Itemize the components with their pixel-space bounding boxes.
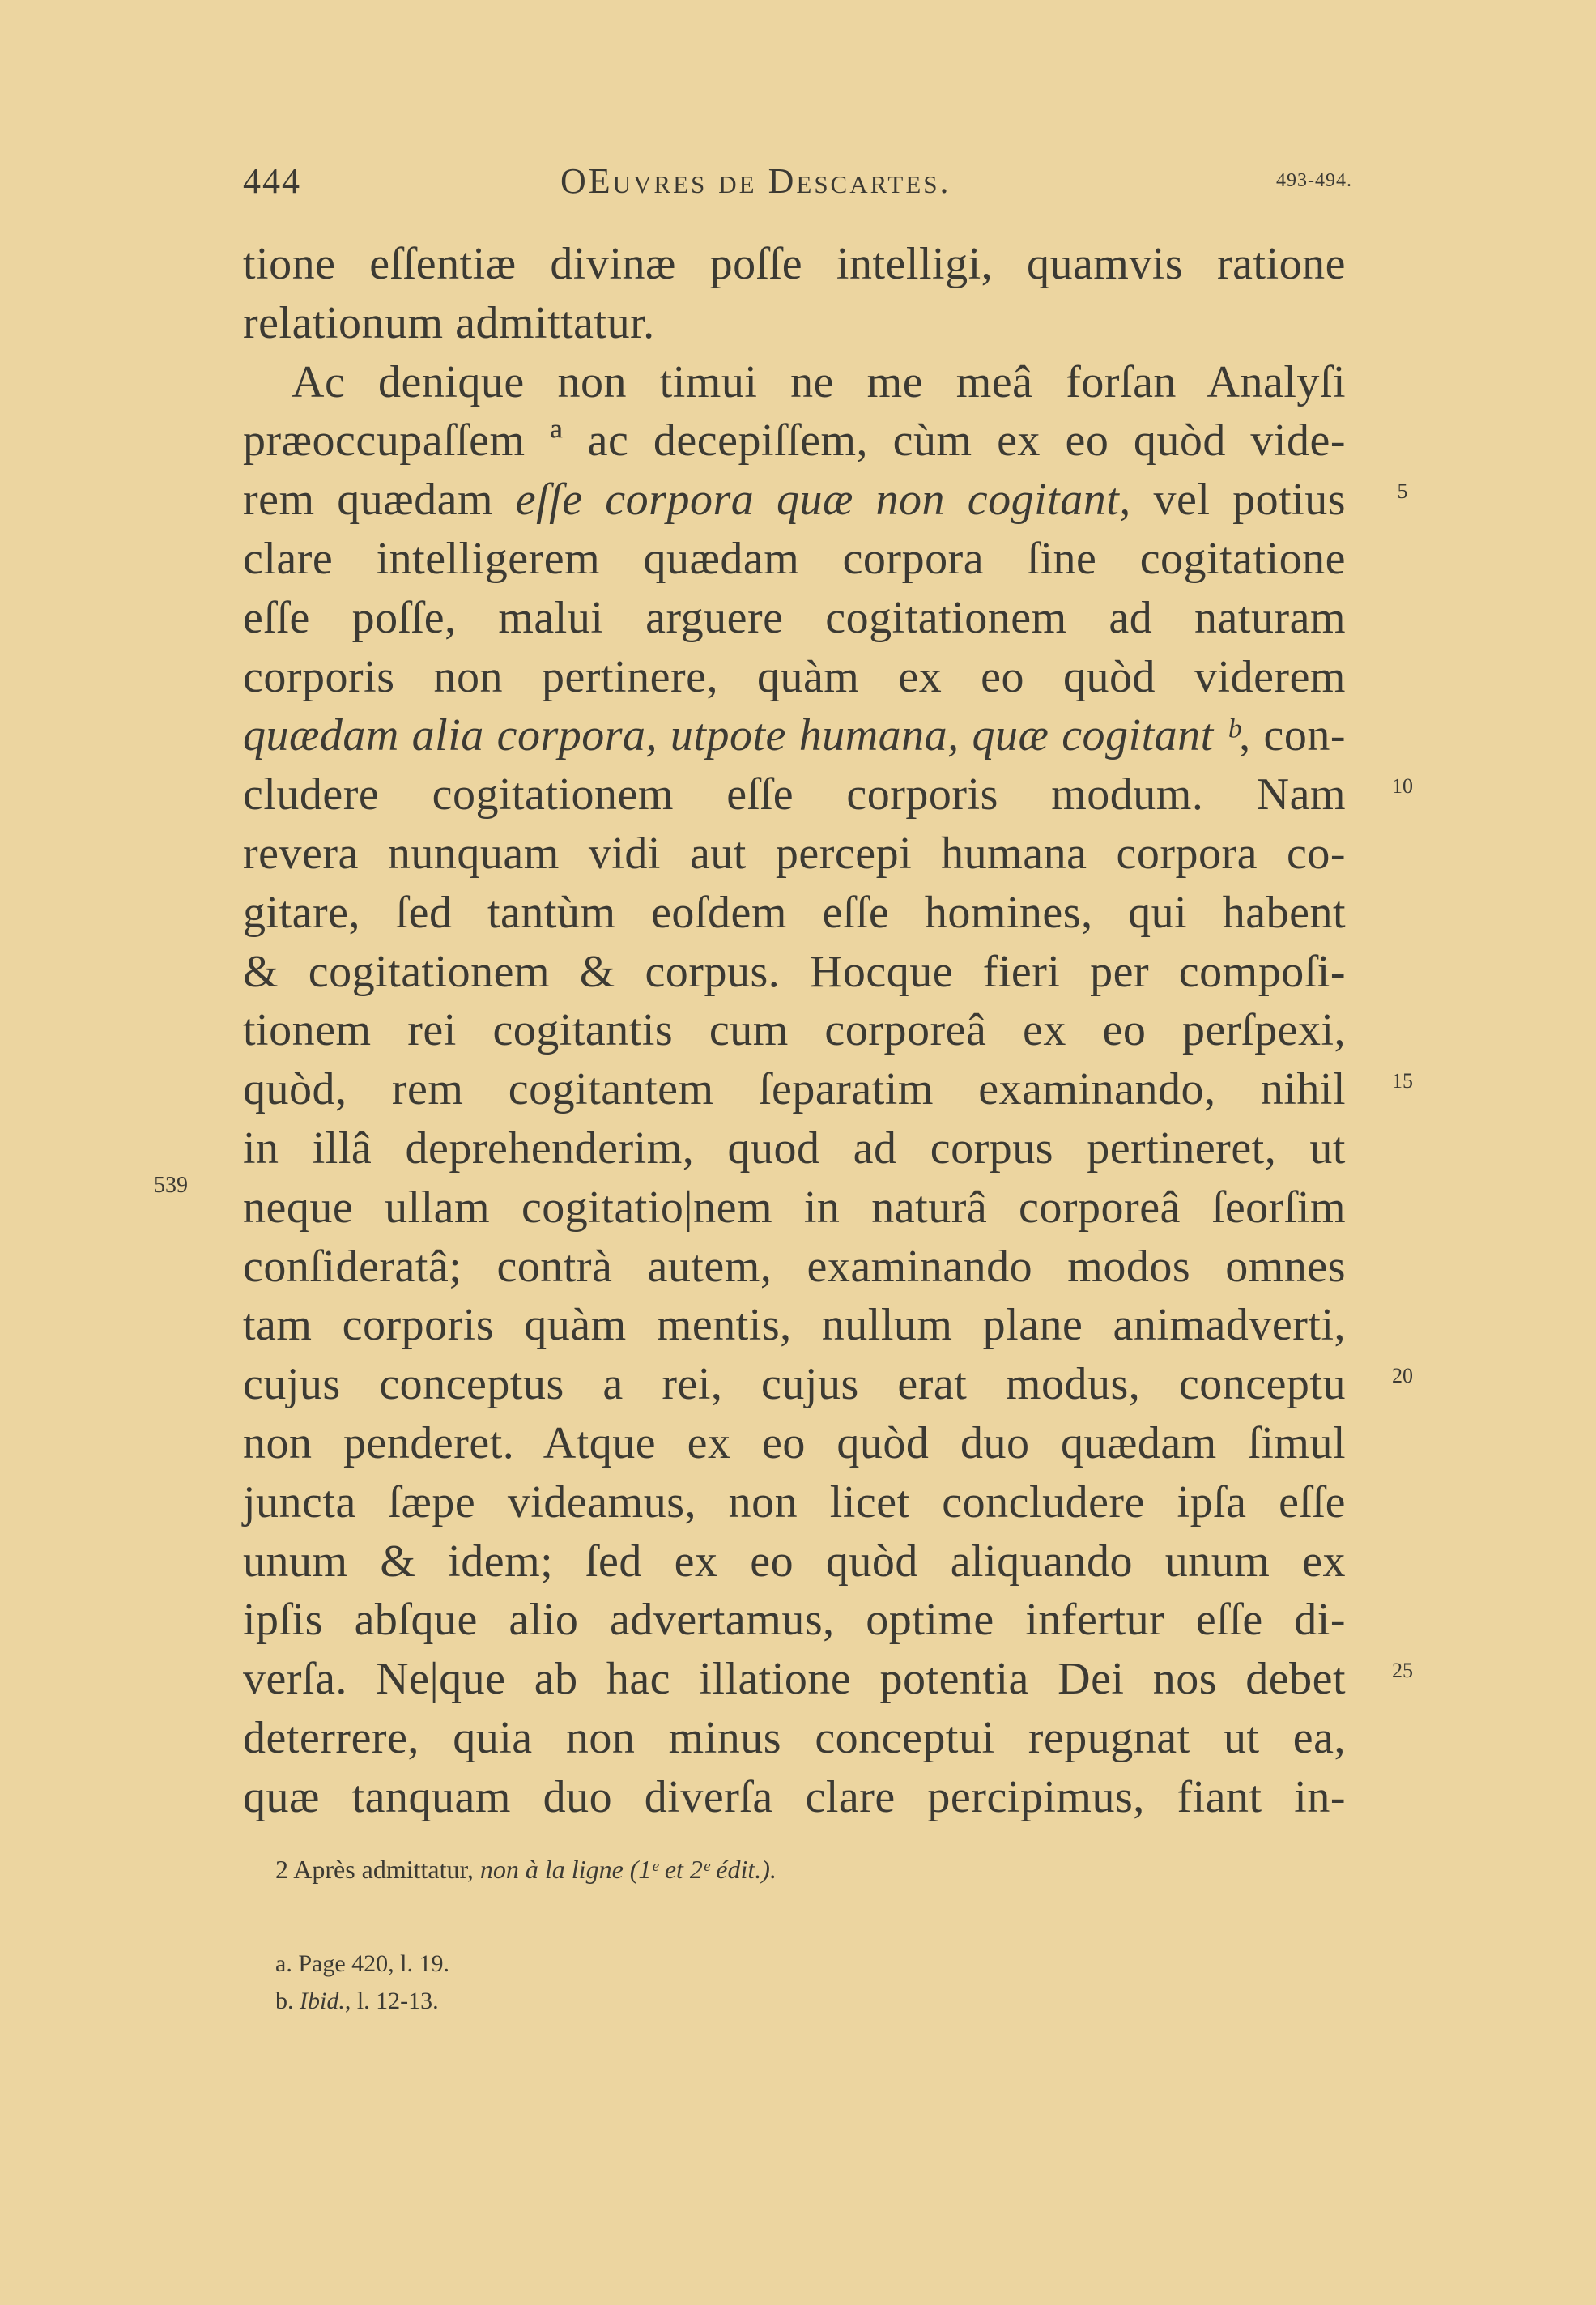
text-line [243,471,1346,530]
italic-quote: quædam alia corpora, utpote humana, quæ cogitant ᵇ [243,710,1240,761]
footnote-text: Page 420, l. 19. [298,1950,449,1977]
text-run: vel potius [1130,475,1346,526]
text-line: & cogitationem & corpus. Hocque fieri per compoſi- [243,946,1346,997]
variant-note [275,1855,777,1885]
text-line: corporis non pertinere, quàm ex eo quòd viderem [243,651,1346,702]
text-line: quæ tanquam duo diverſa clare percipimus, fiant in- [243,1771,1346,1822]
text-line: clare intelligerem quædam corpora ſine cogitatione [243,533,1346,584]
text-line: unum & idem; ſed ex eo quòd aliquando unum ex [243,1536,1346,1587]
footnote-mark: b. [275,1988,294,2014]
footnote-mark: a. [275,1950,292,1977]
text-line: quòd, rem cogitantem ſeparatim examinando, nihil [243,1064,1346,1115]
variant-prefix: 2 Après [275,1855,355,1884]
variant-rest: non à la ligne (1ᵉ et 2ᵉ édit.). [479,1855,777,1884]
page-reference: 493-494. [1276,170,1352,191]
footnote-text: , l. 12-13. [344,1988,439,2014]
running-header [243,160,1352,217]
line-number: 5 [1397,479,1408,503]
text-run: , con- [1239,710,1346,761]
text-line: relationum admittatur. [243,297,655,348]
text-line: conſideratâ; contrà autem, examinando modos omnes [243,1241,1346,1292]
text-line: gitare, ſed tantùm eoſdem eſſe homines, qui habent [243,887,1346,938]
text-line: Ac denique non timui ne me meâ forſan Analyſi [292,356,1346,407]
text-line: tione eſſentiæ divinæ poſſe intelligi, quamvis ratione [243,239,1346,289]
page-number: 444 [243,161,301,201]
text-line: non penderet. Atque ex eo quòd duo quædam ſimul [243,1417,1346,1468]
text-line: cludere cogitationem eſſe corporis modum. Nam [243,769,1346,820]
text-line: præoccupaſſem ª ac decepiſſem, cùm ex eo quòd vide- [243,415,1346,467]
text-line: verſa. Ne|que ab hac illatione potentia Dei nos debet [243,1654,1346,1705]
running-title: OEuvres de Descartes. [560,161,951,201]
text-line: tionem rei cogitantis cum corporeâ ex eo perſpexi, [243,1005,1346,1056]
text-line: in illâ deprehenderim, quod ad corpus pertineret, ut [243,1123,1346,1174]
margin-page-reference: 539 [154,1173,188,1198]
footnote-b [275,1983,449,2020]
text-line: ipſis abſque alio advertamus, optime infertur eſſe di- [243,1595,1346,1646]
text-line: neque ullam cogitatio|nem in naturâ corporeâ ſeorſim [243,1182,1346,1233]
text-line: tam corporis quàm mentis, nullum plane animadverti, [243,1300,1346,1351]
variant-word: admittatur, [355,1855,480,1884]
text-line [243,706,1346,765]
line-number: 10 [1392,774,1413,798]
line-number: 20 [1392,1364,1413,1387]
text-line: revera nunquam vidi aut percepi humana corpora co- [243,828,1346,879]
line-number: 25 [1392,1659,1413,1682]
footnote-italic: Ibid. [300,1988,345,2014]
text-run: rem quædam [243,475,516,526]
text-line: cujus conceptus a rei, cujus erat modus, conceptu [243,1359,1346,1410]
text-line: deterrere, quia non minus conceptui repugnat ut ea, [243,1712,1346,1763]
main-text [243,235,1346,1827]
footnote-a [275,1945,449,1983]
line-number: 15 [1392,1069,1413,1093]
italic-quote: eſſe corpora quæ non cogitant, [515,475,1131,526]
text-line: juncta ſæpe videamus, non licet concludere ipſa eſſe [243,1476,1346,1527]
text-line: eſſe poſſe, malui arguere cogitationem ad naturam [243,592,1346,643]
footnotes [275,1945,449,2020]
